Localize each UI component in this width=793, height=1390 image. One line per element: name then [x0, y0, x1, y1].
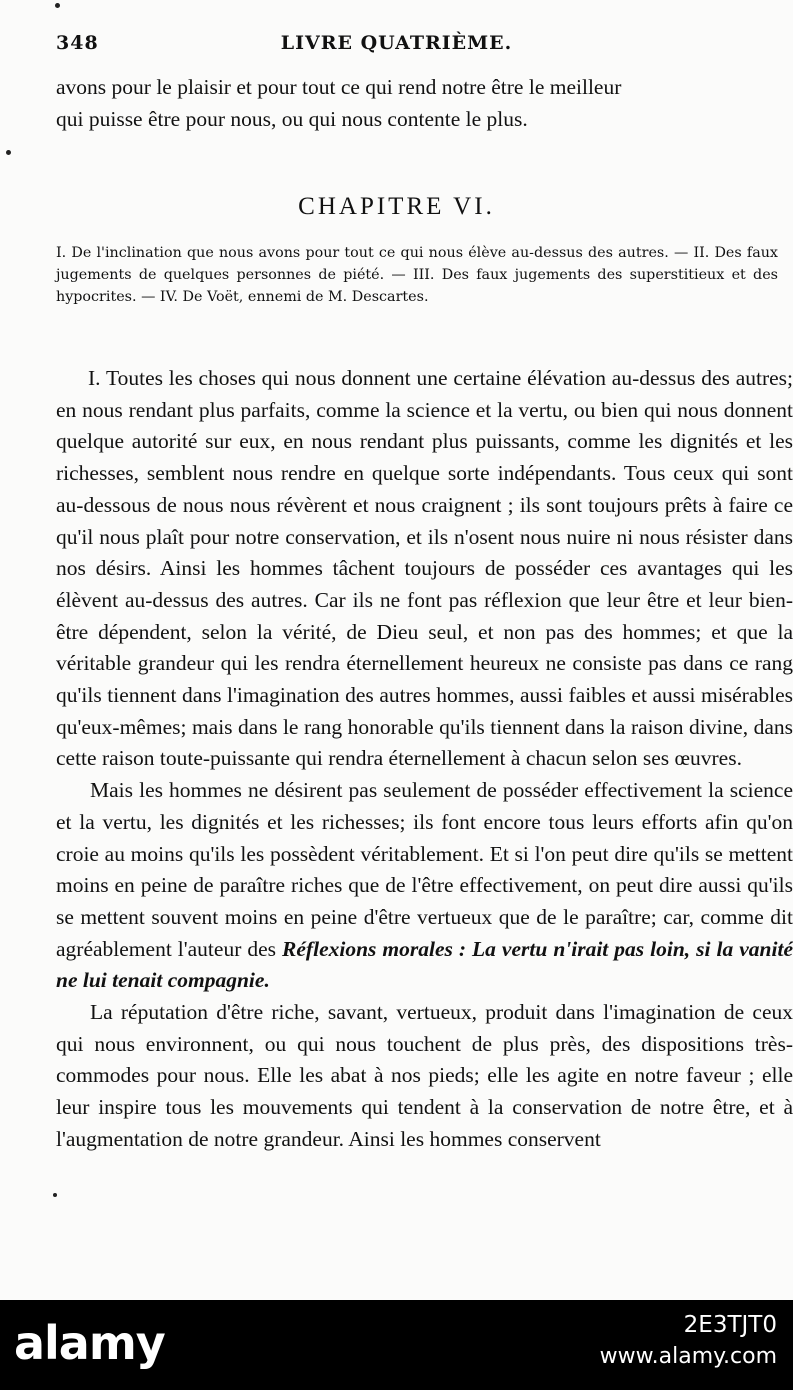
chapter-title: CHAPITRE VI. [298, 193, 495, 220]
page-number: 348 [56, 32, 99, 54]
chapter-summary: I. De l'inclination que nous avons pour tout ce qui nous élève au-dessus des autres. — II. Des faux jugements de quelques personnes de piété. — III. Des faux jugements des superstitieux et des hypocrites. — IV. De Voët, ennemi de M. Descartes. [56, 245, 778, 305]
opening-line: avons pour le plaisir et pour tout ce qui rend notre être le meilleur [56, 75, 622, 99]
watermark-ids [600, 1308, 777, 1372]
ink-speck [6, 150, 11, 155]
site-url: www.alamy.com [599, 1344, 777, 1369]
paragraph [56, 775, 793, 997]
ink-speck [53, 1193, 57, 1197]
stock-watermark-banner [0, 1300, 793, 1390]
body-text [56, 363, 793, 1156]
running-title: LIVRE QUATRIÈME. [280, 32, 513, 54]
image-id: 2E3TJT0 [683, 1312, 777, 1338]
paragraph: La réputation d'être riche, savant, vertueux, produit dans l'imagination de ceux qui nous environnent, ou qui nous touchent de plus près, des dispositions très-commodes pour nous. Elle les abat à nos pieds; elle les agite en notre faveur ; elle leur inspire tous les mouvements qui tendent à la conservation de notre être, et à l'augmentation de notre grandeur. Ainsi les hommes conservent [56, 1000, 793, 1151]
opening-text [56, 72, 793, 135]
opening-line: qui puisse être pour nous, ou qui nous contente le plus. [56, 106, 528, 131]
alamy-logo: alamy [14, 1316, 165, 1370]
italic-quotation: Réflexions morales : La vertu n'irait pas loin, si la vanité ne lui tenait compagnie. [56, 936, 793, 993]
ink-speck [55, 3, 60, 8]
running-header [56, 32, 737, 62]
paragraph-text: Mais les hommes ne désirent pas seulement de posséder effectivement la science et la vertu, les dignités et les richesses; ils font encore tous leurs efforts afin qu'on croie au moins qu'ils les possèdent véritablement. Et si l'on peut dire qu'ils se mettent moins en peine de paraître riches que de l'être effectivement, on peut dire aussi qu'ils se mettent souvent moins en peine d'être vertueux que de le paraître; car, comme dit agréablement l'auteur des [56, 778, 793, 961]
paragraph: I. Toutes les choses qui nous donnent une certaine élévation au-dessus des autres; en nous rendant plus parfaits, comme la science et la vertu, ou bien qui nous donnent quelque autorité sur eux, en nous rendant plus puissants, comme les dignités et les richesses, semblent nous rendre en quelque sorte indépendants. Tous ceux qui sont au-dessous de nous nous révèrent et nous craignent ; ils sont toujours prêts à faire ce qu'il nous plaît pour notre conservation, et ils n'osent nous nuire ni nous résister dans nos désirs. Ainsi les hommes tâchent toujours de posséder ces avantages qui les élèvent au-dessus des autres. Car ils ne font pas réflexion que leur être et leur bien-être dépendent, selon la vérité, de Dieu seul, et non pas des hommes; et que la véritable grandeur qui les rendra éternellement heureux ne consiste pas dans ce rang qu'ils tiennent dans l'imagination des autres hommes, aussi faibles et aussi misérables qu'eux-mêmes; mais dans le rang honorable qu'ils tiennent dans la raison divine, dans cette raison toute-puissante qui rendra éternellement à chacun selon ses œuvres. [56, 366, 793, 771]
